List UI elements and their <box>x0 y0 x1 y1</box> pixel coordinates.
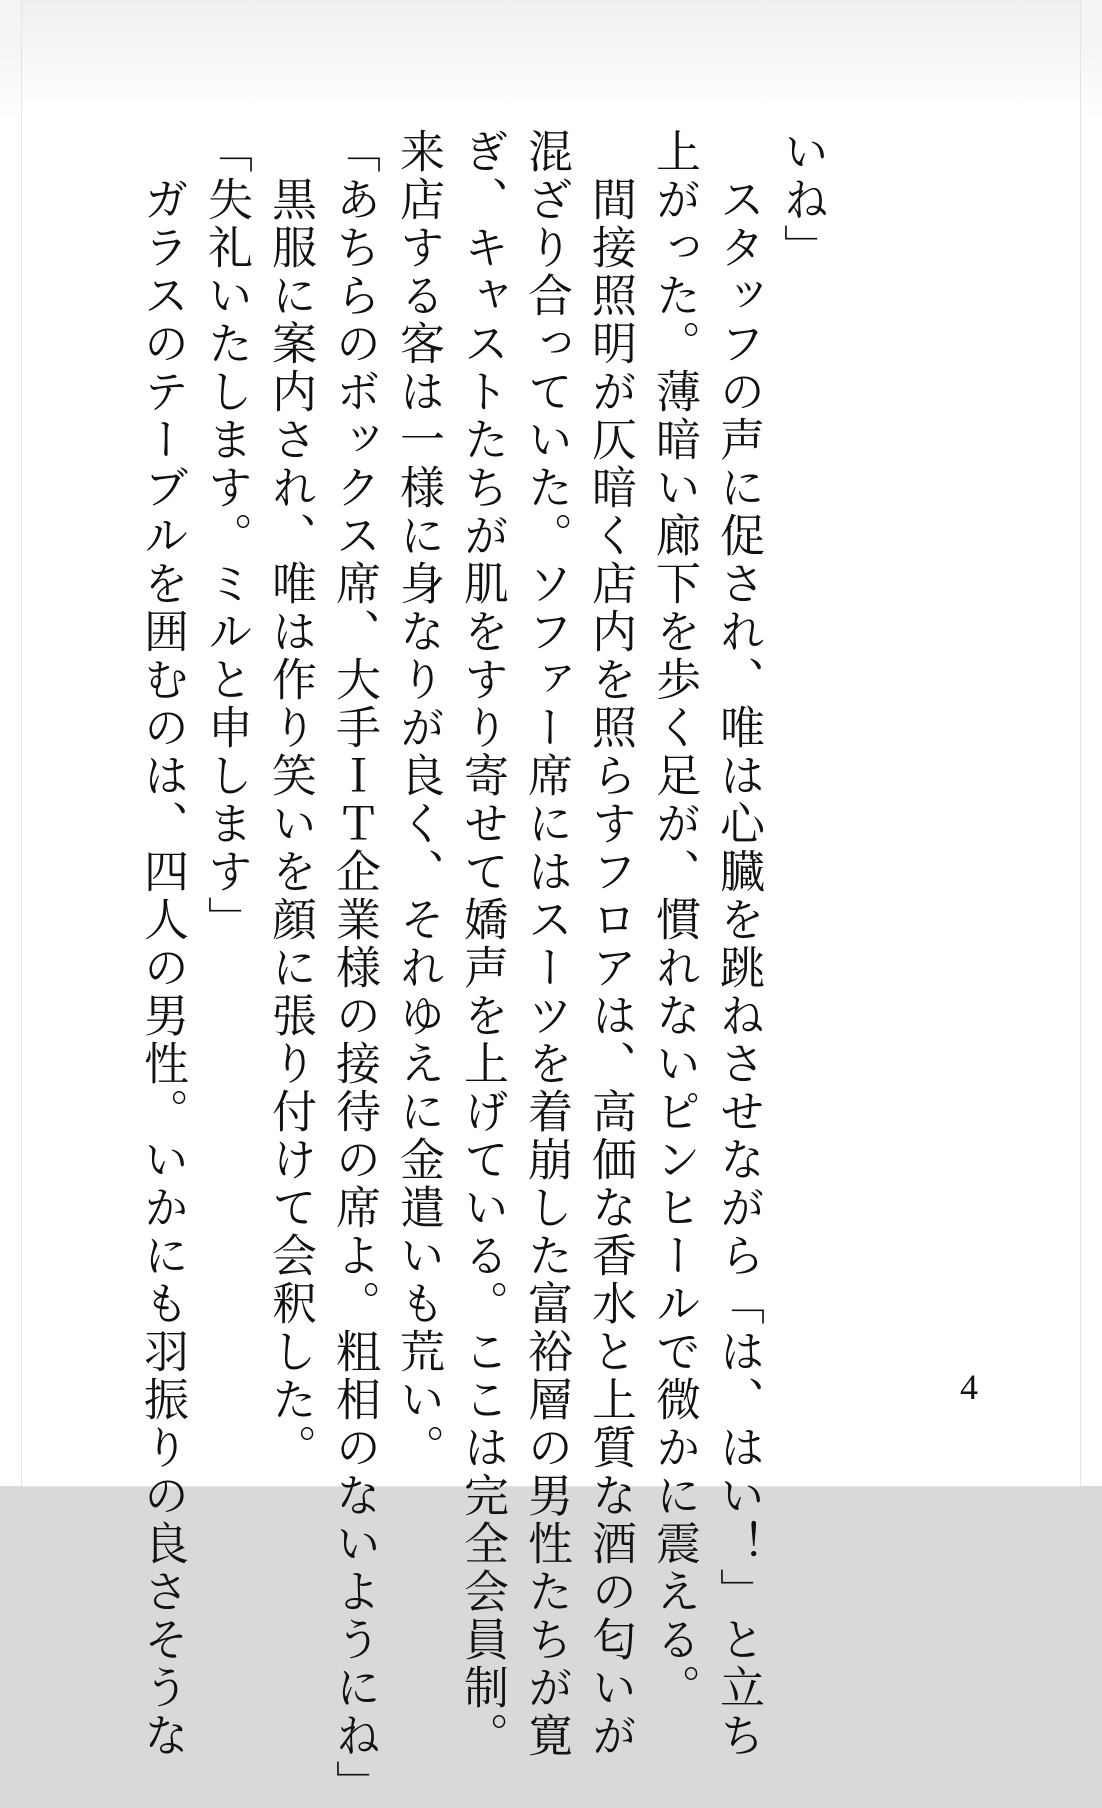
text-line-2: スタッフの声に促され、唯は心臓を跳ねさせながら「は、はい！」と立ち <box>712 128 765 1760</box>
page-number: 4 <box>960 1367 978 1407</box>
text-line-4: 間接照明が仄暗く店内を照らすフロアは、高価な香水と上質な酒の匂いが <box>584 128 637 1760</box>
text-line-3: 上がった。薄暗い廊下を歩く足が、慣れないピンヒールで微かに震える。 <box>648 128 701 1712</box>
book-page[interactable] <box>22 0 1080 1808</box>
text-line-9: 黒服に案内され、唯は作り笑いを顔に張り付けて会釈した。 <box>264 128 317 1472</box>
text-line-5: 混ざり合っていた。ソファー席にはスーツを着崩した富裕層の男性たちが寛 <box>520 128 573 1760</box>
vertical-text-body <box>122 128 829 1808</box>
text-line-10: 「失礼いたします。ミルと申します」 <box>200 128 253 944</box>
text-line-8: 「あちらのボックス席、大手ＩＴ企業様の接待の席よ。粗相のないようにね」 <box>328 128 381 1808</box>
text-line-6: ぎ、キャストたちが肌をすり寄せて嬌声を上げている。ここは完全会員制。 <box>456 128 509 1760</box>
text-line-11: ガラスのテーブルを囲むのは、四人の男性。いかにも羽振りの良さそうな <box>136 128 189 1760</box>
text-line-7: 来店する客は一様に身なりが良く、それゆえに金遣いも荒い。 <box>392 128 445 1472</box>
text-line-1: いね」 <box>776 128 829 272</box>
